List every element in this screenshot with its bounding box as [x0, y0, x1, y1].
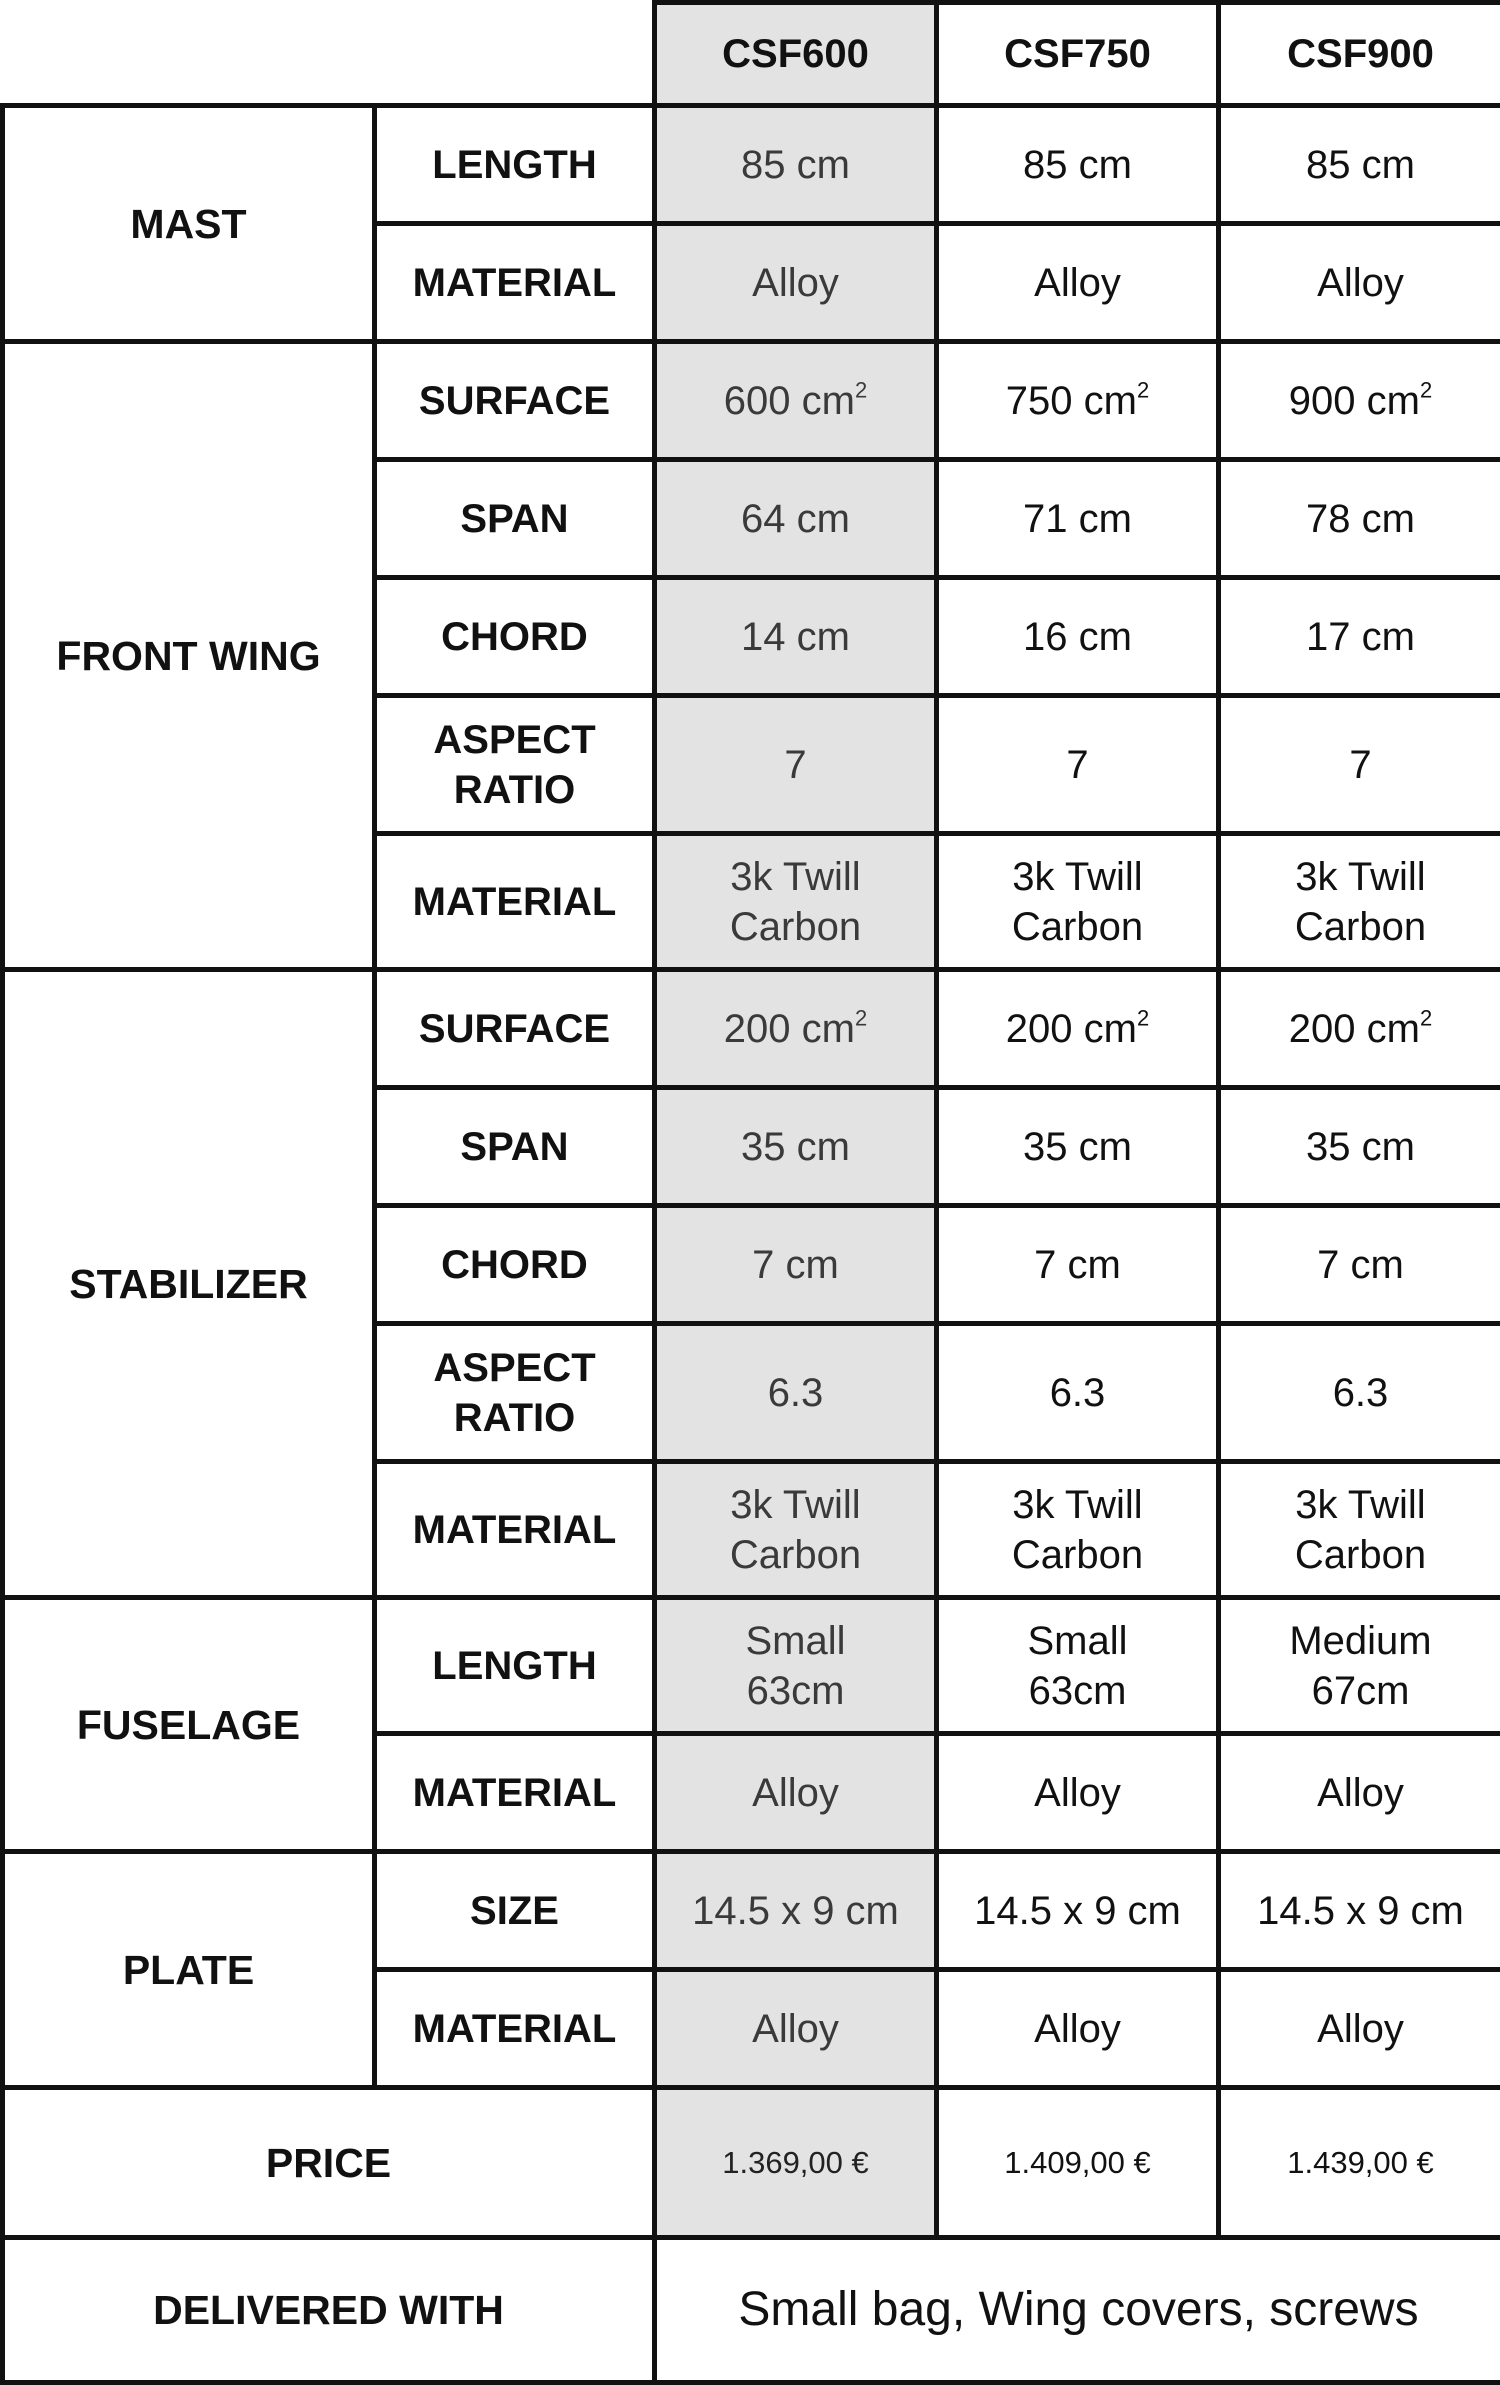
value-cell: 17 cm	[1219, 578, 1500, 696]
value-line: Carbon	[663, 902, 928, 952]
value-cell: 7 cm	[1219, 1206, 1500, 1324]
value-line: 3k Twill	[663, 1480, 928, 1530]
value-cell	[655, 970, 937, 1088]
value-line: Small	[945, 1616, 1210, 1666]
value-line: Small	[663, 1616, 928, 1666]
value-cell: 85 cm	[1219, 106, 1500, 224]
value-cell	[937, 970, 1219, 1088]
value-text: 750 cm	[1006, 379, 1137, 423]
value-text: 600 cm	[724, 379, 855, 423]
value-text: 200 cm	[1006, 1007, 1137, 1051]
label-line: ASPECT	[383, 1343, 646, 1393]
label-line: RATIO	[383, 1393, 646, 1443]
value-cell	[937, 342, 1219, 460]
value-line: Carbon	[1227, 1530, 1494, 1580]
row-label-surface: SURFACE	[375, 342, 655, 460]
row-label-size: SIZE	[375, 1852, 655, 1970]
row-label-material: MATERIAL	[375, 1462, 655, 1598]
row-label-aspect-ratio	[375, 696, 655, 834]
row-label-material: MATERIAL	[375, 834, 655, 970]
value-cell: 14.5 x 9 cm	[937, 1852, 1219, 1970]
value-line: 67cm	[1227, 1666, 1494, 1716]
mast-length-row	[3, 106, 1500, 224]
unit-superscript: 2	[1420, 377, 1432, 402]
value-cell	[655, 1462, 937, 1598]
fuselage-length-row	[3, 1598, 1500, 1734]
value-cell: 78 cm	[1219, 460, 1500, 578]
value-line: Medium	[1227, 1616, 1494, 1666]
row-label-material: MATERIAL	[375, 224, 655, 342]
value-line: 63cm	[663, 1666, 928, 1716]
value-cell: 14.5 x 9 cm	[655, 1852, 937, 1970]
value-line: 3k Twill	[945, 1480, 1210, 1530]
value-line: 63cm	[945, 1666, 1210, 1716]
value-cell	[1219, 342, 1500, 460]
row-label-surface: SURFACE	[375, 970, 655, 1088]
label-line: RATIO	[383, 765, 646, 815]
value-cell: 64 cm	[655, 460, 937, 578]
value-cell: 85 cm	[937, 106, 1219, 224]
value-cell: 35 cm	[1219, 1088, 1500, 1206]
group-label-stabilizer: STABILIZER	[3, 970, 375, 1598]
value-cell: Alloy	[937, 1734, 1219, 1852]
row-label-material: MATERIAL	[375, 1970, 655, 2088]
row-label-span: SPAN	[375, 460, 655, 578]
value-cell: Alloy	[655, 224, 937, 342]
value-cell: Alloy	[1219, 224, 1500, 342]
value-cell: 71 cm	[937, 460, 1219, 578]
price-value: 1.409,00 €	[937, 2088, 1219, 2238]
group-label-front-wing: FRONT WING	[3, 342, 375, 970]
header-row	[3, 3, 1500, 106]
value-cell	[937, 1598, 1219, 1734]
value-text: 200 cm	[1289, 1007, 1420, 1051]
value-line: 3k Twill	[945, 852, 1210, 902]
price-label: PRICE	[3, 2088, 655, 2238]
row-label-length: LENGTH	[375, 106, 655, 224]
value-cell: 16 cm	[937, 578, 1219, 696]
group-label-plate: PLATE	[3, 1852, 375, 2088]
unit-superscript: 2	[1420, 1005, 1432, 1030]
value-cell	[1219, 1598, 1500, 1734]
value-cell	[937, 1462, 1219, 1598]
value-line: 3k Twill	[663, 852, 928, 902]
value-cell	[655, 342, 937, 460]
stabilizer-surface-row	[3, 970, 1500, 1088]
value-cell	[1219, 1462, 1500, 1598]
price-value: 1.439,00 €	[1219, 2088, 1500, 2238]
value-text: 200 cm	[724, 1007, 855, 1051]
value-cell: 7	[655, 696, 937, 834]
value-cell: 35 cm	[655, 1088, 937, 1206]
value-cell	[655, 834, 937, 970]
value-cell	[655, 1598, 937, 1734]
row-label-length: LENGTH	[375, 1598, 655, 1734]
value-cell: Alloy	[1219, 1970, 1500, 2088]
value-line: Carbon	[945, 1530, 1210, 1580]
value-cell: Alloy	[937, 224, 1219, 342]
value-text: 900 cm	[1289, 379, 1420, 423]
unit-superscript: 2	[1137, 1005, 1149, 1030]
value-line: 3k Twill	[1227, 852, 1494, 902]
value-cell: 7 cm	[655, 1206, 937, 1324]
model-header-csf900: CSF900	[1219, 3, 1500, 106]
model-header-csf600: CSF600	[655, 3, 937, 106]
delivered-with-row	[3, 2238, 1500, 2383]
value-cell: 6.3	[1219, 1324, 1500, 1462]
value-cell	[1219, 970, 1500, 1088]
row-label-chord: CHORD	[375, 1206, 655, 1324]
row-label-chord: CHORD	[375, 578, 655, 696]
delivered-with-label: DELIVERED WITH	[3, 2238, 655, 2383]
value-cell: Alloy	[655, 1734, 937, 1852]
row-label-span: SPAN	[375, 1088, 655, 1206]
value-cell: 35 cm	[937, 1088, 1219, 1206]
value-cell: Alloy	[937, 1970, 1219, 2088]
value-line: 3k Twill	[1227, 1480, 1494, 1530]
value-cell: 6.3	[937, 1324, 1219, 1462]
header-corner	[3, 3, 655, 106]
plate-size-row	[3, 1852, 1500, 1970]
value-cell	[937, 834, 1219, 970]
value-line: Carbon	[945, 902, 1210, 952]
model-header-csf750: CSF750	[937, 3, 1219, 106]
value-cell: 7	[1219, 696, 1500, 834]
group-label-mast: MAST	[3, 106, 375, 342]
unit-superscript: 2	[855, 377, 867, 402]
unit-superscript: 2	[1137, 377, 1149, 402]
value-cell: 6.3	[655, 1324, 937, 1462]
front-wing-surface-row	[3, 342, 1500, 460]
row-label-material: MATERIAL	[375, 1734, 655, 1852]
label-line: ASPECT	[383, 715, 646, 765]
value-cell: 7	[937, 696, 1219, 834]
group-label-fuselage: FUSELAGE	[3, 1598, 375, 1852]
row-label-aspect-ratio	[375, 1324, 655, 1462]
value-cell	[1219, 834, 1500, 970]
value-cell: 85 cm	[655, 106, 937, 224]
price-row	[3, 2088, 1500, 2238]
value-cell: 7 cm	[937, 1206, 1219, 1324]
value-cell: Alloy	[655, 1970, 937, 2088]
value-cell: 14 cm	[655, 578, 937, 696]
value-line: Carbon	[1227, 902, 1494, 952]
value-cell: Alloy	[1219, 1734, 1500, 1852]
value-cell: 14.5 x 9 cm	[1219, 1852, 1500, 1970]
price-value: 1.369,00 €	[655, 2088, 937, 2238]
unit-superscript: 2	[855, 1005, 867, 1030]
delivered-with-value: Small bag, Wing covers, screws	[655, 2238, 1500, 2383]
value-line: Carbon	[663, 1530, 928, 1580]
